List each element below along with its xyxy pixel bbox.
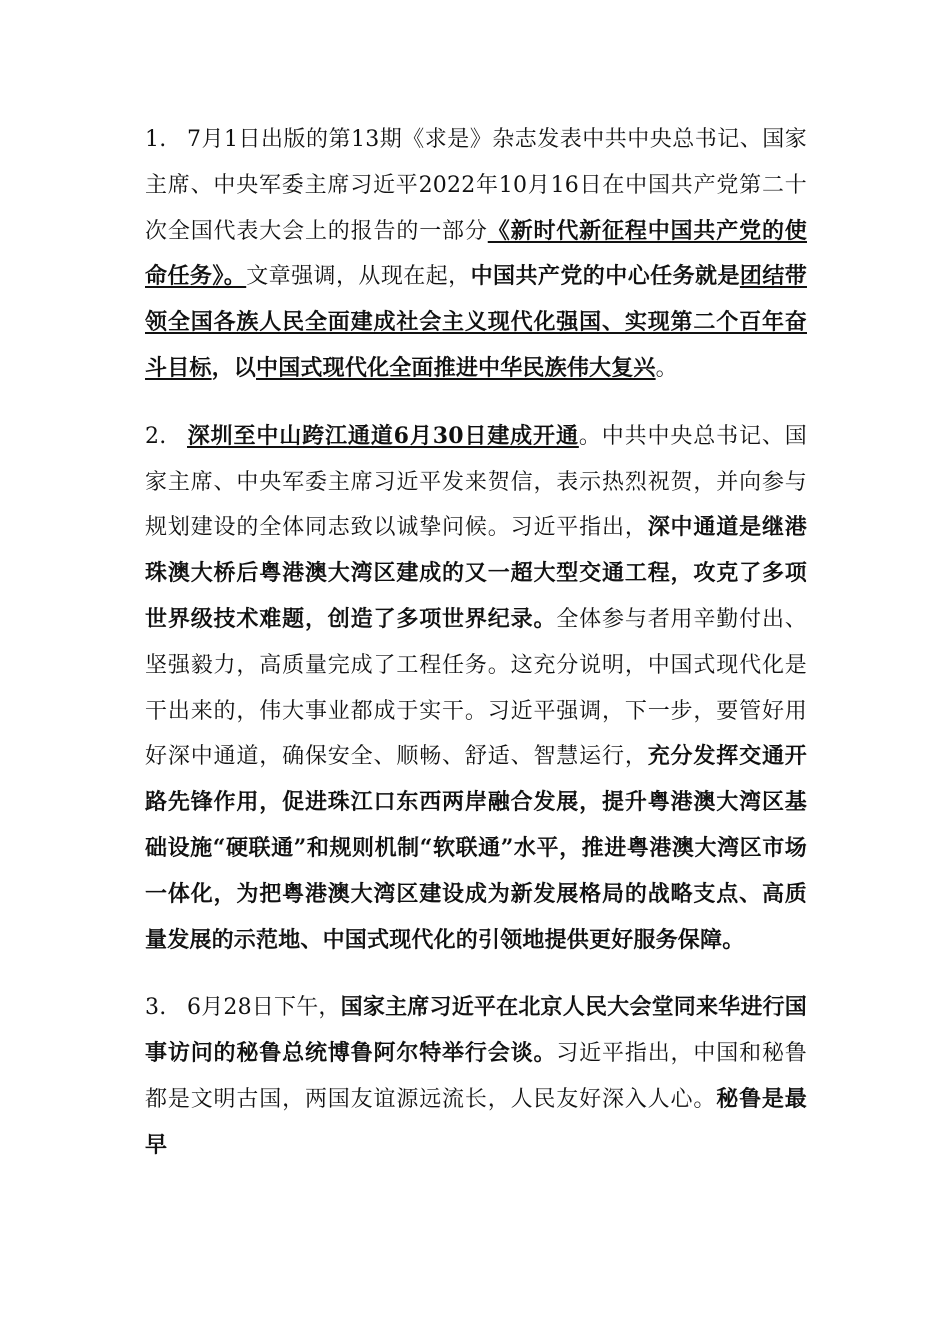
news-item-2: [145, 414, 807, 964]
bold-text: 国家主席习近平在北京人民大会堂同来华进行国事访问的秘鲁总统博鲁阿尔特举行会谈。: [145, 994, 808, 1067]
item-number: 3.: [145, 995, 167, 1021]
bold-text: ，以: [211, 354, 257, 381]
bold-underlined-text: 团结带领全国各族人民全面建成社会主义现代化强国、实现第二个百年奋斗目标: [145, 263, 807, 381]
bold-underlined-text: 中国式现代化全面推进中华民族伟大复兴: [256, 354, 656, 381]
item-text: 。: [655, 355, 678, 381]
news-item-1: [145, 117, 807, 392]
document-body: [145, 117, 807, 1191]
item-number: 1.: [145, 127, 167, 152]
item-text: 7月1日出版的第13期《求是》杂志发表中共中央总书记、国家主席、中央军委主席习近平2022年10月16日在中国共产党第二十次全国代表大会上的报告的一部分: [145, 127, 807, 244]
bold-underlined-text: 深圳至中山跨江通道6月30日建成开通: [187, 422, 579, 449]
item-text: 全体参与者用辛勤付出、坚强毅力，高质量完成了工程任务。这充分说明，中国式现代化是干出来的，伟大事业都成于实干。习近平强调，下一步，要管好用好深中通道，确保安全、顺畅、舒适、智慧运行，: [145, 606, 807, 770]
bold-text: 中国共产党的中心任务就是: [470, 263, 740, 290]
article-title: 《新时代新征程中国共产党的使命任务》。: [145, 217, 807, 290]
item-text: 6月28日下午，: [187, 995, 341, 1021]
news-item-3: [145, 985, 807, 1168]
item-number: 2.: [145, 423, 167, 449]
item-text: 文章强调，从现在起，: [246, 264, 471, 290]
bold-text: 充分发挥交通开路先锋作用，促进珠江口东西两岸融合发展，提升粤港澳大湾区基础设施“硬联通”和规则机制“软联通”水平，推进粤港澳大湾区市场一体化，为把粤港澳大湾区建设成为新发展格局的战略支点、高质量发展的示范地、中国式现代化的引领地提供更好服务保障。: [145, 743, 808, 953]
bold-text: 深中通道是继港珠澳大桥后粤港澳大湾区建成的又一超大型交通工程，攻克了多项世界级技术难题，创造了多项世界纪录。: [145, 514, 808, 632]
item-text: 。中共中央总书记、国家主席、中央军委主席习近平发来贺信，表示热烈祝贺，并向参与规划建设的全体同志致以诚挚问候。习近平指出，: [145, 423, 807, 541]
bold-text: 秘鲁是最早: [145, 1085, 807, 1158]
item-text: 习近平指出，中国和秘鲁都是文明古国，两国友谊源远流长，人民友好深入人心。: [145, 1041, 807, 1112]
